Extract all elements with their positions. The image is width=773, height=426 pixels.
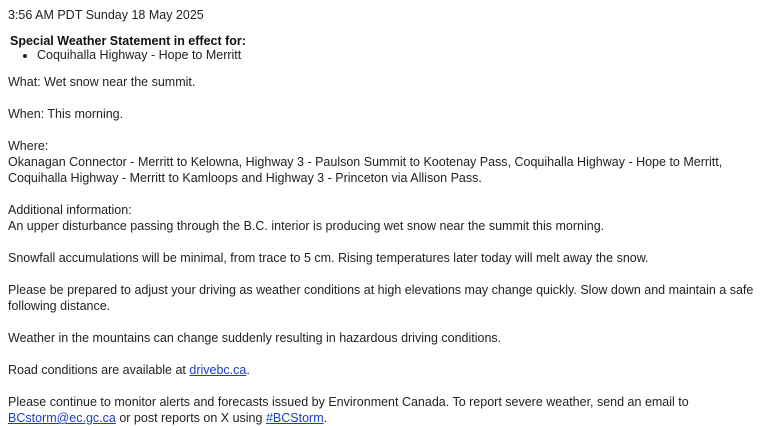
additional-info-text: An upper disturbance passing through the B.C. interior is producing wet snow near the summit this morning. — [8, 219, 605, 233]
monitor-suffix: . — [323, 411, 328, 425]
bcstorm-email-link[interactable]: BCstorm@ec.gc.ca — [8, 411, 116, 425]
monitor-prefix: Please continue to monitor alerts and forecasts issued by Environment Canada. To report severe weather, send an email to — [8, 395, 689, 409]
monitor-middle: or post reports on X using — [115, 411, 266, 425]
mountain-warning-paragraph: Weather in the mountains can change suddenly resulting in hazardous driving conditions. — [8, 331, 502, 345]
drivebc-link[interactable]: drivebc.ca — [189, 363, 247, 377]
spacer — [8, 378, 765, 394]
snowfall-paragraph: Snowfall accumulations will be minimal, from trace to 5 cm. Rising temperatures later today will melt away the snow. — [8, 251, 649, 265]
road-conditions-paragraph — [8, 362, 765, 378]
additional-info-label: Additional information: — [8, 203, 132, 217]
where-label: Where: — [8, 139, 49, 153]
spacer — [8, 234, 765, 250]
driving-advice-paragraph: Please be prepared to adjust your driving as weather conditions at high elevations may change quickly. Slow down and maintain a safe following distance. — [8, 283, 754, 313]
spacer — [8, 314, 765, 330]
road-conditions-prefix: Road conditions are available at — [8, 363, 190, 377]
spacer — [8, 266, 765, 282]
spacer — [8, 346, 765, 362]
when-line: When: This morning. — [8, 107, 124, 121]
where-text: Okanagan Connector - Merritt to Kelowna, Highway 3 - Paulson Summit to Kootenay Pass, Coquihalla Highway - Hope to Merritt, Coquihalla Highway - Merritt to Kamloops and Highway 3 - Princeton via Allison Pass. — [8, 155, 723, 185]
spacer — [8, 90, 765, 106]
region-list — [8, 48, 765, 63]
monitor-paragraph — [8, 394, 765, 426]
road-conditions-suffix: . — [246, 363, 250, 377]
list-item: • Coquihalla Highway - Hope to Merritt — [37, 48, 765, 63]
what-line: What: Wet snow near the summit. — [8, 75, 196, 89]
bcstorm-hashtag-link[interactable]: #BCStorm — [265, 411, 324, 425]
statement-heading: Special Weather Statement in effect for: — [10, 34, 246, 48]
spacer — [8, 186, 765, 202]
spacer — [8, 122, 765, 138]
issued-timestamp: 3:56 AM PDT Sunday 18 May 2025 — [8, 8, 204, 22]
